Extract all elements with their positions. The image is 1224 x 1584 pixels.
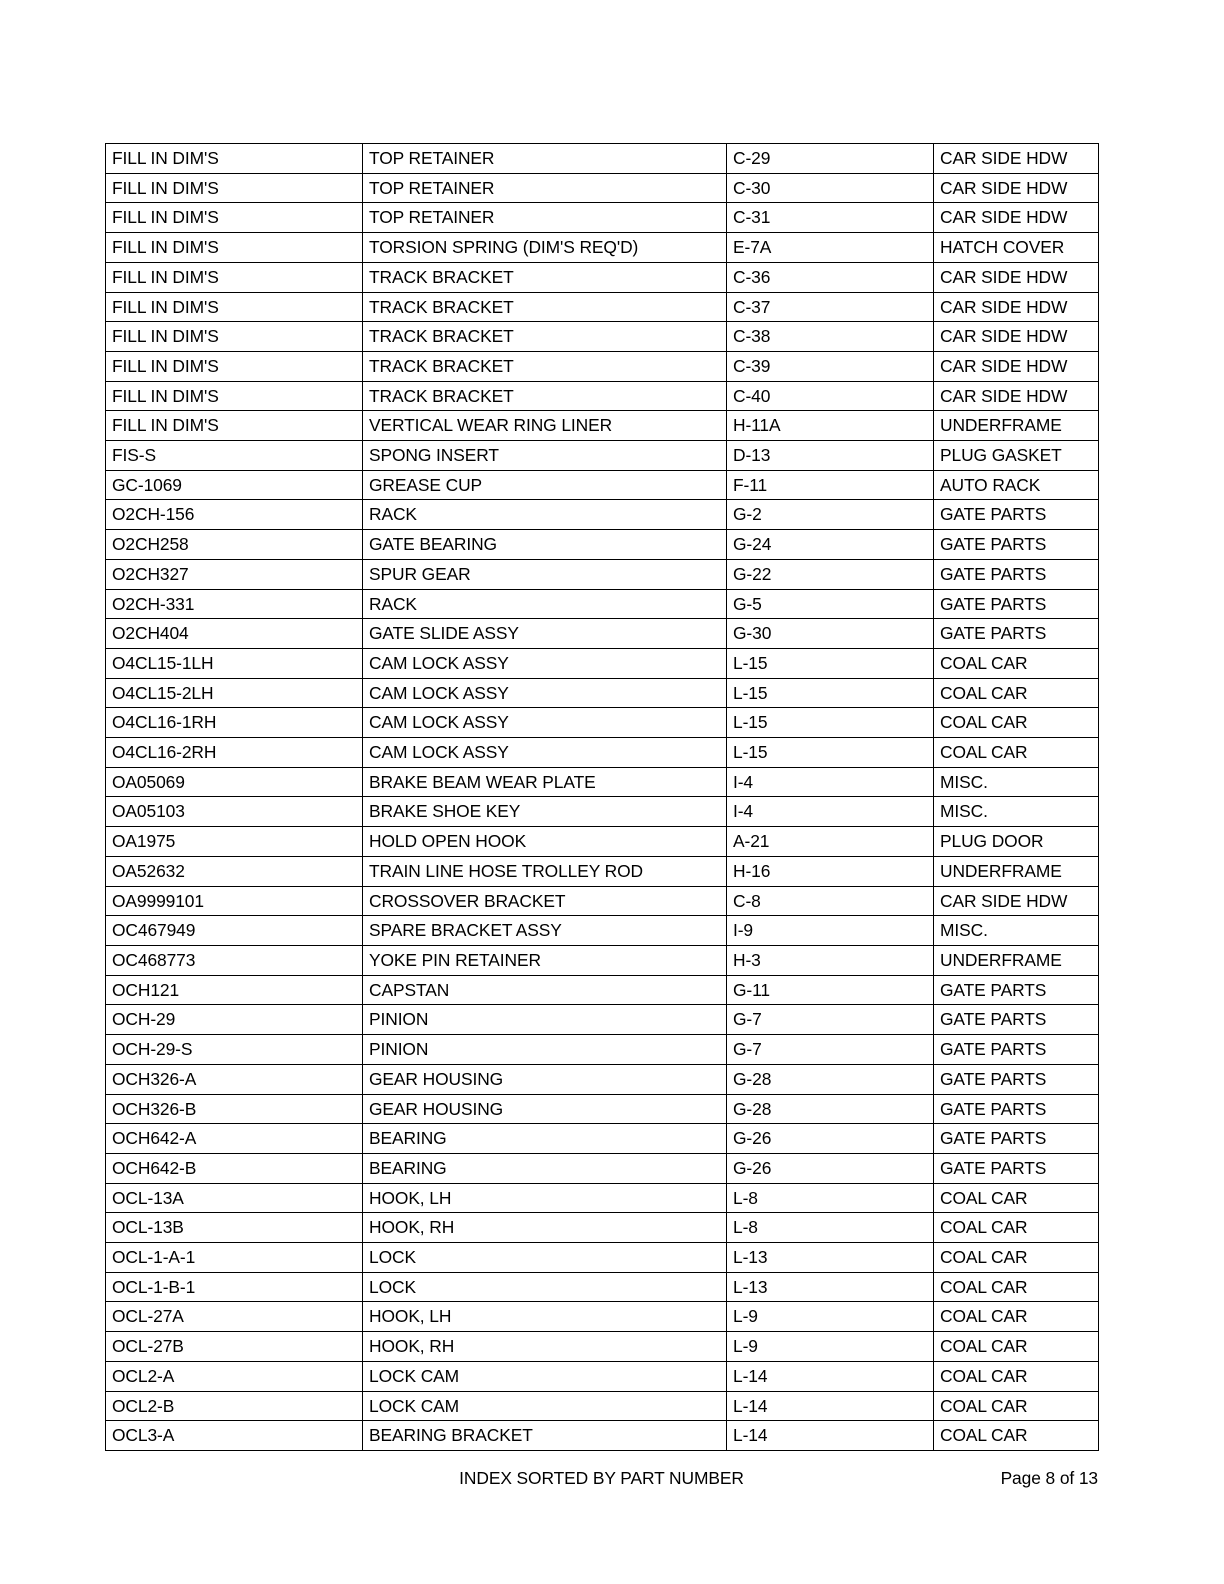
cell-code: L-15	[727, 648, 934, 678]
cell-part-number: OCH-29	[106, 1005, 363, 1035]
table-row	[106, 173, 1099, 203]
cell-part-number: O4CL16-1RH	[106, 708, 363, 738]
cell-group: GATE PARTS	[934, 559, 1099, 589]
table-row	[106, 530, 1099, 560]
table-row	[106, 1153, 1099, 1183]
cell-group: UNDERFRAME	[934, 411, 1099, 441]
table-row	[106, 767, 1099, 797]
cell-group: COAL CAR	[934, 1213, 1099, 1243]
cell-description: BEARING	[363, 1124, 727, 1154]
cell-group: GATE PARTS	[934, 530, 1099, 560]
cell-code: G-24	[727, 530, 934, 560]
cell-group: CAR SIDE HDW	[934, 203, 1099, 233]
footer-page-number: Page 8 of 13	[1000, 1468, 1098, 1488]
cell-code: G-26	[727, 1153, 934, 1183]
cell-description: TOP RETAINER	[363, 144, 727, 174]
cell-group: CAR SIDE HDW	[934, 262, 1099, 292]
table-row	[106, 945, 1099, 975]
cell-description: RACK	[363, 589, 727, 619]
cell-group: GATE PARTS	[934, 1005, 1099, 1035]
cell-code: L-14	[727, 1421, 934, 1451]
cell-code: L-15	[727, 708, 934, 738]
cell-description: SPONG INSERT	[363, 441, 727, 471]
cell-code: L-15	[727, 738, 934, 768]
cell-description: TRACK BRACKET	[363, 351, 727, 381]
cell-group: GATE PARTS	[934, 1064, 1099, 1094]
cell-code: G-22	[727, 559, 934, 589]
cell-code: G-30	[727, 619, 934, 649]
table-row	[106, 797, 1099, 827]
cell-part-number: O2CH-331	[106, 589, 363, 619]
table-row	[106, 856, 1099, 886]
cell-description: BEARING	[363, 1153, 727, 1183]
cell-part-number: O4CL15-2LH	[106, 678, 363, 708]
cell-group: CAR SIDE HDW	[934, 292, 1099, 322]
table-row	[106, 411, 1099, 441]
cell-code: G-7	[727, 1035, 934, 1065]
footer-title: INDEX SORTED BY PART NUMBER	[459, 1468, 744, 1488]
cell-code: L-14	[727, 1361, 934, 1391]
table-row	[106, 500, 1099, 530]
cell-code: G-26	[727, 1124, 934, 1154]
cell-code: G-11	[727, 975, 934, 1005]
cell-description: TRACK BRACKET	[363, 381, 727, 411]
table-row	[106, 1361, 1099, 1391]
cell-code: C-36	[727, 262, 934, 292]
cell-part-number: OCL-27A	[106, 1302, 363, 1332]
table-row	[106, 678, 1099, 708]
cell-part-number: FILL IN DIM'S	[106, 411, 363, 441]
cell-part-number: OCH326-B	[106, 1094, 363, 1124]
cell-description: TRACK BRACKET	[363, 292, 727, 322]
cell-code: L-13	[727, 1243, 934, 1273]
cell-description: VERTICAL WEAR RING LINER	[363, 411, 727, 441]
cell-group: COAL CAR	[934, 1421, 1099, 1451]
table-row	[106, 886, 1099, 916]
cell-group: GATE PARTS	[934, 1153, 1099, 1183]
cell-code: H-16	[727, 856, 934, 886]
cell-group: PLUG GASKET	[934, 441, 1099, 471]
cell-group: COAL CAR	[934, 708, 1099, 738]
cell-description: CAM LOCK ASSY	[363, 708, 727, 738]
cell-description: HOOK, LH	[363, 1183, 727, 1213]
cell-part-number: O2CH-156	[106, 500, 363, 530]
cell-description: TRACK BRACKET	[363, 322, 727, 352]
cell-group: AUTO RACK	[934, 470, 1099, 500]
cell-part-number: OCL-13B	[106, 1213, 363, 1243]
cell-description: CAPSTAN	[363, 975, 727, 1005]
cell-part-number: OCH326-A	[106, 1064, 363, 1094]
table-row	[106, 1243, 1099, 1273]
cell-code: L-9	[727, 1302, 934, 1332]
table-row	[106, 233, 1099, 263]
cell-group: COAL CAR	[934, 648, 1099, 678]
table-row	[106, 589, 1099, 619]
table-row	[106, 1005, 1099, 1035]
table-row	[106, 322, 1099, 352]
cell-code: I-9	[727, 916, 934, 946]
cell-description: TOP RETAINER	[363, 203, 727, 233]
cell-group: CAR SIDE HDW	[934, 886, 1099, 916]
cell-code: D-13	[727, 441, 934, 471]
cell-group: UNDERFRAME	[934, 945, 1099, 975]
cell-group: GATE PARTS	[934, 1124, 1099, 1154]
table-row	[106, 441, 1099, 471]
cell-code: L-15	[727, 678, 934, 708]
cell-description: BRAKE SHOE KEY	[363, 797, 727, 827]
cell-part-number: FILL IN DIM'S	[106, 322, 363, 352]
cell-part-number: FILL IN DIM'S	[106, 144, 363, 174]
cell-group: GATE PARTS	[934, 975, 1099, 1005]
cell-part-number: O4CL15-1LH	[106, 648, 363, 678]
cell-group: MISC.	[934, 916, 1099, 946]
cell-code: G-2	[727, 500, 934, 530]
cell-part-number: FILL IN DIM'S	[106, 292, 363, 322]
table-row	[106, 1332, 1099, 1362]
cell-code: C-8	[727, 886, 934, 916]
cell-group: PLUG DOOR	[934, 827, 1099, 857]
cell-part-number: FILL IN DIM'S	[106, 351, 363, 381]
cell-code: C-30	[727, 173, 934, 203]
cell-description: HOLD OPEN HOOK	[363, 827, 727, 857]
table-row	[106, 1183, 1099, 1213]
cell-part-number: OA05103	[106, 797, 363, 827]
cell-part-number: OCH-29-S	[106, 1035, 363, 1065]
cell-description: GREASE CUP	[363, 470, 727, 500]
cell-group: COAL CAR	[934, 1391, 1099, 1421]
cell-description: CAM LOCK ASSY	[363, 738, 727, 768]
cell-group: COAL CAR	[934, 1302, 1099, 1332]
cell-part-number: OCH642-A	[106, 1124, 363, 1154]
table-row	[106, 381, 1099, 411]
cell-part-number: OCL-27B	[106, 1332, 363, 1362]
cell-code: F-11	[727, 470, 934, 500]
cell-group: COAL CAR	[934, 738, 1099, 768]
cell-description: CROSSOVER BRACKET	[363, 886, 727, 916]
cell-code: C-31	[727, 203, 934, 233]
table-row	[106, 975, 1099, 1005]
cell-part-number: OC467949	[106, 916, 363, 946]
cell-description: SPARE BRACKET ASSY	[363, 916, 727, 946]
cell-description: HOOK, RH	[363, 1332, 727, 1362]
cell-code: A-21	[727, 827, 934, 857]
cell-part-number: OA52632	[106, 856, 363, 886]
table-row	[106, 470, 1099, 500]
table-row	[106, 203, 1099, 233]
cell-part-number: OCH642-B	[106, 1153, 363, 1183]
cell-group: HATCH COVER	[934, 233, 1099, 263]
cell-group: GATE PARTS	[934, 1035, 1099, 1065]
cell-group: CAR SIDE HDW	[934, 351, 1099, 381]
cell-description: TRACK BRACKET	[363, 262, 727, 292]
cell-description: RACK	[363, 500, 727, 530]
cell-part-number: OCL-13A	[106, 1183, 363, 1213]
parts-index-table	[105, 143, 1099, 1451]
cell-group: MISC.	[934, 767, 1099, 797]
cell-description: LOCK CAM	[363, 1391, 727, 1421]
table-row	[106, 648, 1099, 678]
cell-code: G-7	[727, 1005, 934, 1035]
table-row	[106, 1094, 1099, 1124]
cell-part-number: FILL IN DIM'S	[106, 173, 363, 203]
cell-description: TORSION SPRING (DIM'S REQ'D)	[363, 233, 727, 263]
cell-description: LOCK	[363, 1243, 727, 1273]
cell-description: PINION	[363, 1005, 727, 1035]
cell-code: H-11A	[727, 411, 934, 441]
cell-code: H-3	[727, 945, 934, 975]
cell-group: CAR SIDE HDW	[934, 381, 1099, 411]
cell-code: C-29	[727, 144, 934, 174]
cell-group: GATE PARTS	[934, 1094, 1099, 1124]
table-row	[106, 827, 1099, 857]
cell-code: L-9	[727, 1332, 934, 1362]
cell-group: GATE PARTS	[934, 619, 1099, 649]
table-row	[106, 351, 1099, 381]
cell-part-number: O2CH327	[106, 559, 363, 589]
cell-description: SPUR GEAR	[363, 559, 727, 589]
cell-description: PINION	[363, 1035, 727, 1065]
table-row	[106, 708, 1099, 738]
cell-description: CAM LOCK ASSY	[363, 648, 727, 678]
cell-part-number: OCL2-A	[106, 1361, 363, 1391]
cell-description: LOCK	[363, 1272, 727, 1302]
cell-code: C-39	[727, 351, 934, 381]
cell-code: I-4	[727, 767, 934, 797]
cell-part-number: O4CL16-2RH	[106, 738, 363, 768]
cell-part-number: OCL2-B	[106, 1391, 363, 1421]
cell-part-number: FILL IN DIM'S	[106, 233, 363, 263]
table-row	[106, 1035, 1099, 1065]
cell-group: MISC.	[934, 797, 1099, 827]
cell-part-number: OA9999101	[106, 886, 363, 916]
page-footer	[105, 1465, 1098, 1491]
table-row	[106, 1272, 1099, 1302]
cell-group: COAL CAR	[934, 1243, 1099, 1273]
cell-group: COAL CAR	[934, 1183, 1099, 1213]
table-row	[106, 144, 1099, 174]
table-row	[106, 559, 1099, 589]
cell-description: BRAKE BEAM WEAR PLATE	[363, 767, 727, 797]
cell-group: COAL CAR	[934, 1361, 1099, 1391]
cell-part-number: OC468773	[106, 945, 363, 975]
cell-group: GATE PARTS	[934, 589, 1099, 619]
cell-group: GATE PARTS	[934, 500, 1099, 530]
cell-part-number: GC-1069	[106, 470, 363, 500]
table-row	[106, 1302, 1099, 1332]
cell-code: G-28	[727, 1064, 934, 1094]
cell-group: COAL CAR	[934, 678, 1099, 708]
parts-index-table-body	[106, 144, 1099, 1451]
cell-code: C-38	[727, 322, 934, 352]
cell-part-number: OCL3-A	[106, 1421, 363, 1451]
cell-part-number: O2CH258	[106, 530, 363, 560]
cell-group: COAL CAR	[934, 1272, 1099, 1302]
table-row	[106, 1213, 1099, 1243]
table-row	[106, 916, 1099, 946]
table-row	[106, 1124, 1099, 1154]
table-row	[106, 738, 1099, 768]
cell-description: CAM LOCK ASSY	[363, 678, 727, 708]
cell-part-number: OCL-1-B-1	[106, 1272, 363, 1302]
cell-description: GATE BEARING	[363, 530, 727, 560]
cell-code: I-4	[727, 797, 934, 827]
cell-code: E-7A	[727, 233, 934, 263]
cell-description: GEAR HOUSING	[363, 1094, 727, 1124]
cell-part-number: FILL IN DIM'S	[106, 203, 363, 233]
cell-description: TOP RETAINER	[363, 173, 727, 203]
cell-description: YOKE PIN RETAINER	[363, 945, 727, 975]
cell-part-number: OCH121	[106, 975, 363, 1005]
cell-code: L-8	[727, 1183, 934, 1213]
cell-group: COAL CAR	[934, 1332, 1099, 1362]
cell-description: GATE SLIDE ASSY	[363, 619, 727, 649]
table-row	[106, 1421, 1099, 1451]
cell-group: CAR SIDE HDW	[934, 173, 1099, 203]
cell-code: C-40	[727, 381, 934, 411]
cell-code: G-5	[727, 589, 934, 619]
cell-part-number: OA1975	[106, 827, 363, 857]
cell-group: CAR SIDE HDW	[934, 144, 1099, 174]
cell-description: GEAR HOUSING	[363, 1064, 727, 1094]
cell-group: UNDERFRAME	[934, 856, 1099, 886]
cell-part-number: FILL IN DIM'S	[106, 262, 363, 292]
cell-code: L-13	[727, 1272, 934, 1302]
cell-part-number: OCL-1-A-1	[106, 1243, 363, 1273]
table-row	[106, 619, 1099, 649]
cell-description: HOOK, LH	[363, 1302, 727, 1332]
cell-description: TRAIN LINE HOSE TROLLEY ROD	[363, 856, 727, 886]
cell-code: C-37	[727, 292, 934, 322]
cell-code: G-28	[727, 1094, 934, 1124]
cell-description: BEARING BRACKET	[363, 1421, 727, 1451]
table-row	[106, 1064, 1099, 1094]
cell-description: LOCK CAM	[363, 1361, 727, 1391]
table-row	[106, 1391, 1099, 1421]
cell-part-number: O2CH404	[106, 619, 363, 649]
cell-description: HOOK, RH	[363, 1213, 727, 1243]
cell-code: L-8	[727, 1213, 934, 1243]
table-row	[106, 262, 1099, 292]
cell-part-number: FILL IN DIM'S	[106, 381, 363, 411]
cell-code: L-14	[727, 1391, 934, 1421]
table-row	[106, 292, 1099, 322]
cell-group: CAR SIDE HDW	[934, 322, 1099, 352]
cell-part-number: OA05069	[106, 767, 363, 797]
cell-part-number: FIS-S	[106, 441, 363, 471]
